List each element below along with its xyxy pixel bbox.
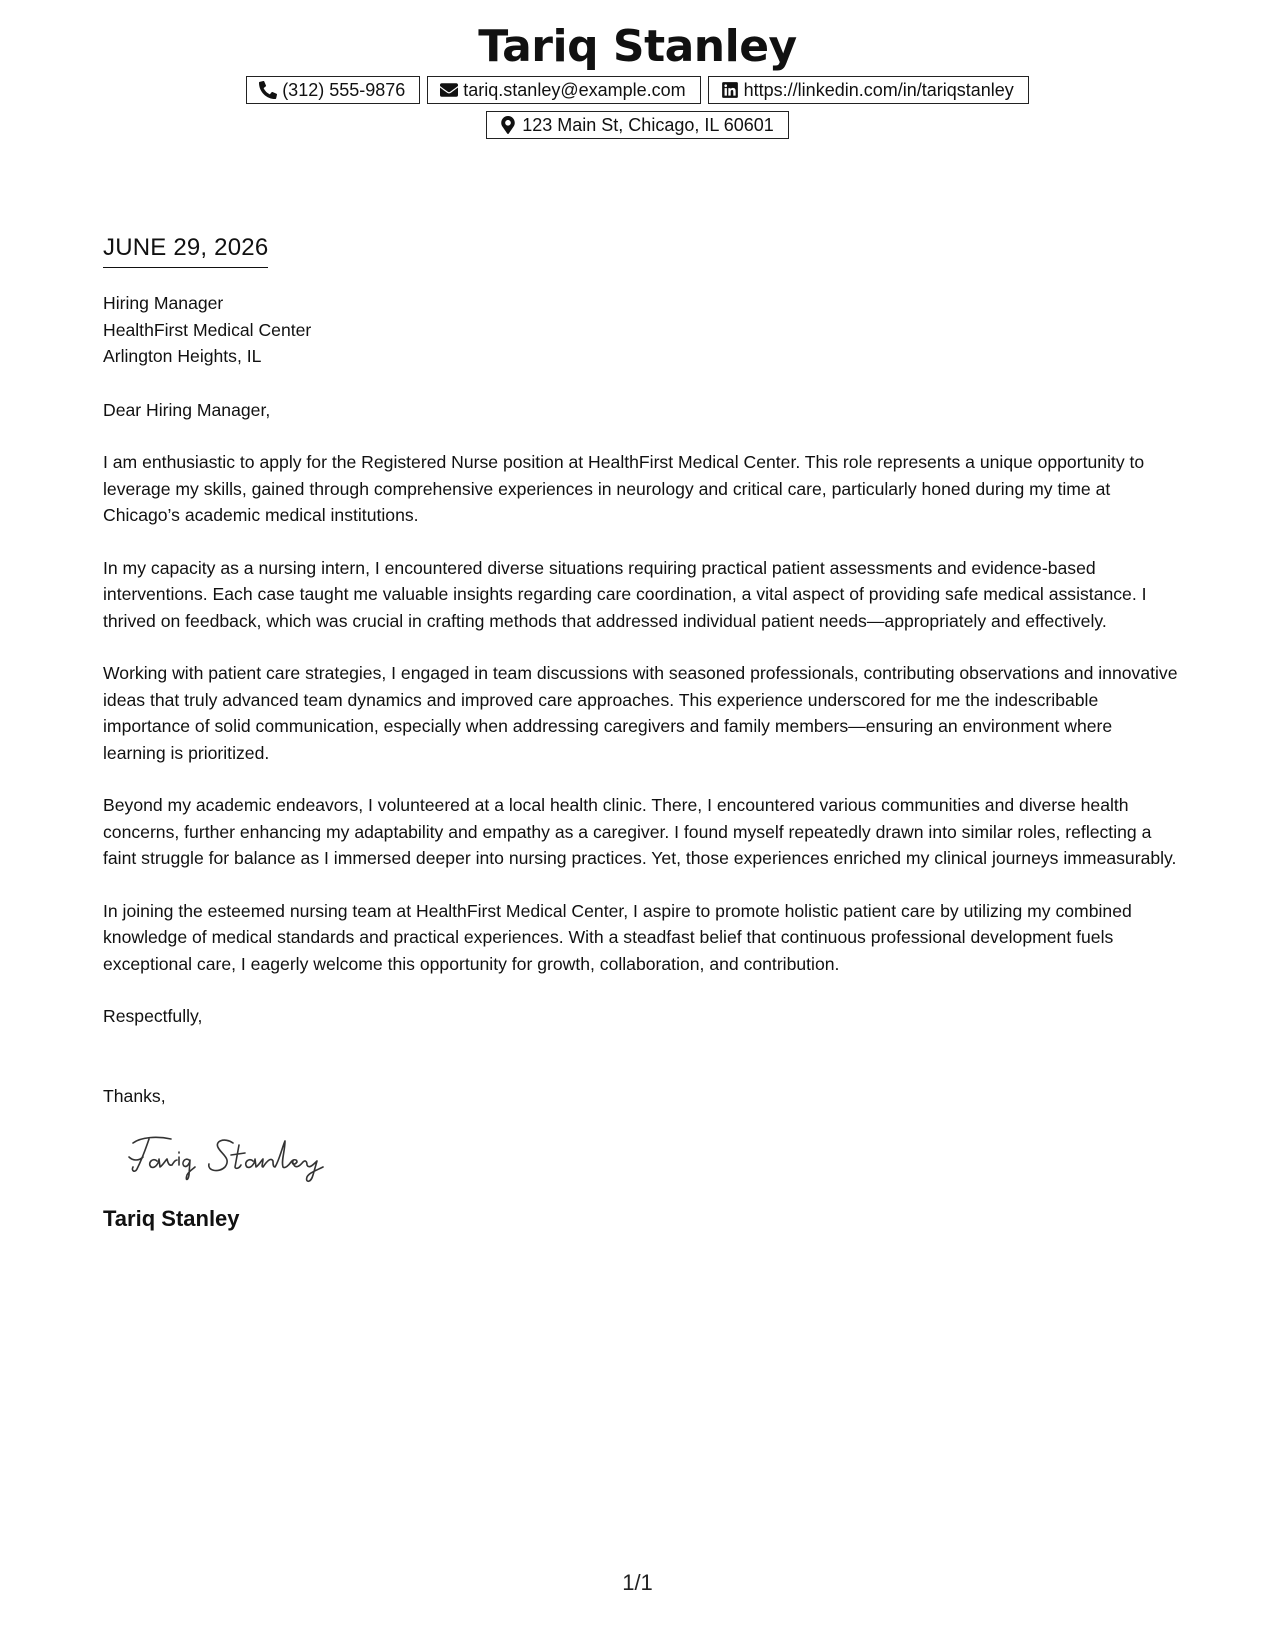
recipient-location: Arlington Heights, IL	[103, 346, 262, 366]
address-text: 123 Main St, Chicago, IL 60601	[522, 114, 774, 135]
phone-contact[interactable]	[246, 76, 420, 104]
letter-date: JUNE 29, 2026	[103, 232, 268, 268]
phone-icon	[259, 81, 277, 99]
letter-body	[103, 232, 1178, 1234]
handwritten-signature	[127, 1131, 337, 1186]
recipient-title: Hiring Manager	[103, 293, 224, 313]
email-text: tariq.stanley@example.com	[463, 79, 686, 100]
recipient-organization: HealthFirst Medical Center	[103, 319, 312, 340]
letter-header	[0, 18, 1275, 139]
linkedin-text: https://linkedin.com/in/tariqstanley	[743, 79, 1014, 100]
map-marker-icon	[499, 116, 517, 134]
recipient-block	[103, 290, 1178, 370]
address-contact[interactable]	[486, 111, 789, 139]
paragraph-5: In joining the esteemed nursing team at HealthFirst Medical Center, I aspire to promote holistic patient care by utilizing my combined knowledge of medical standards and practical experiences. With a steadfast belief that continuous professional development fuels exceptional care, I eagerly welcome this opportunity for growth, collaboration, and contribution.	[103, 900, 1132, 974]
linkedin-contact[interactable]	[708, 76, 1029, 104]
signer-name: Tariq Stanley	[103, 1206, 240, 1231]
paragraph-4: Beyond my academic endeavors, I volunteered at a local health clinic. There, I encountered various communities and diverse health concerns, further enhancing my adaptability and empathy as a caregiver. I found myself repeatedly drawn into similar roles, reflecting a faint struggle for balance as I immersed deeper into nursing practices. Yet, those experiences enriched my clinical journeys immeasurably.	[103, 795, 1177, 868]
email-contact[interactable]	[427, 76, 700, 104]
salutation: Dear Hiring Manager,	[103, 399, 271, 420]
envelope-icon	[440, 81, 458, 99]
linkedin-icon	[721, 81, 739, 99]
paragraph-2: In my capacity as a nursing intern, I encountered diverse situations requiring practical patient assessments and evidence-based interventions. Each case taught me valuable insights regarding care coordination, a vital aspect of providing safe medical assistance. I thrived on feedback, which was crucial in crafting methods that addressed individual patient needs—appropriately and effectively.	[103, 557, 1147, 631]
closing: Respectfully,	[103, 1006, 203, 1026]
paragraph-3: Working with patient care strategies, I engaged in team discussions with seasoned professionals, contributing observations and innovative ideas that truly advanced team dynamics and improved care approaches. This experience underscored for me the indescribable importance of solid communication, especially when addressing caregivers and family members—ensuring an environment where learning is prioritized.	[103, 663, 1178, 763]
thanks-line: Thanks,	[103, 1085, 166, 1106]
contact-row-2	[0, 111, 1275, 139]
page-number: 1/1	[622, 1570, 653, 1595]
contact-row-1	[0, 76, 1275, 104]
paragraph-1: I am enthusiastic to apply for the Registered Nurse position at HealthFirst Medical Center. This role represents a unique opportunity to leverage my skills, gained through comprehensive experiences in neurology and critical care, particularly honed during my time at Chicago’s academic medical institutions.	[103, 452, 1145, 525]
phone-text: (312) 555-9876	[282, 79, 406, 100]
applicant-name: Tariq Stanley	[478, 21, 797, 72]
